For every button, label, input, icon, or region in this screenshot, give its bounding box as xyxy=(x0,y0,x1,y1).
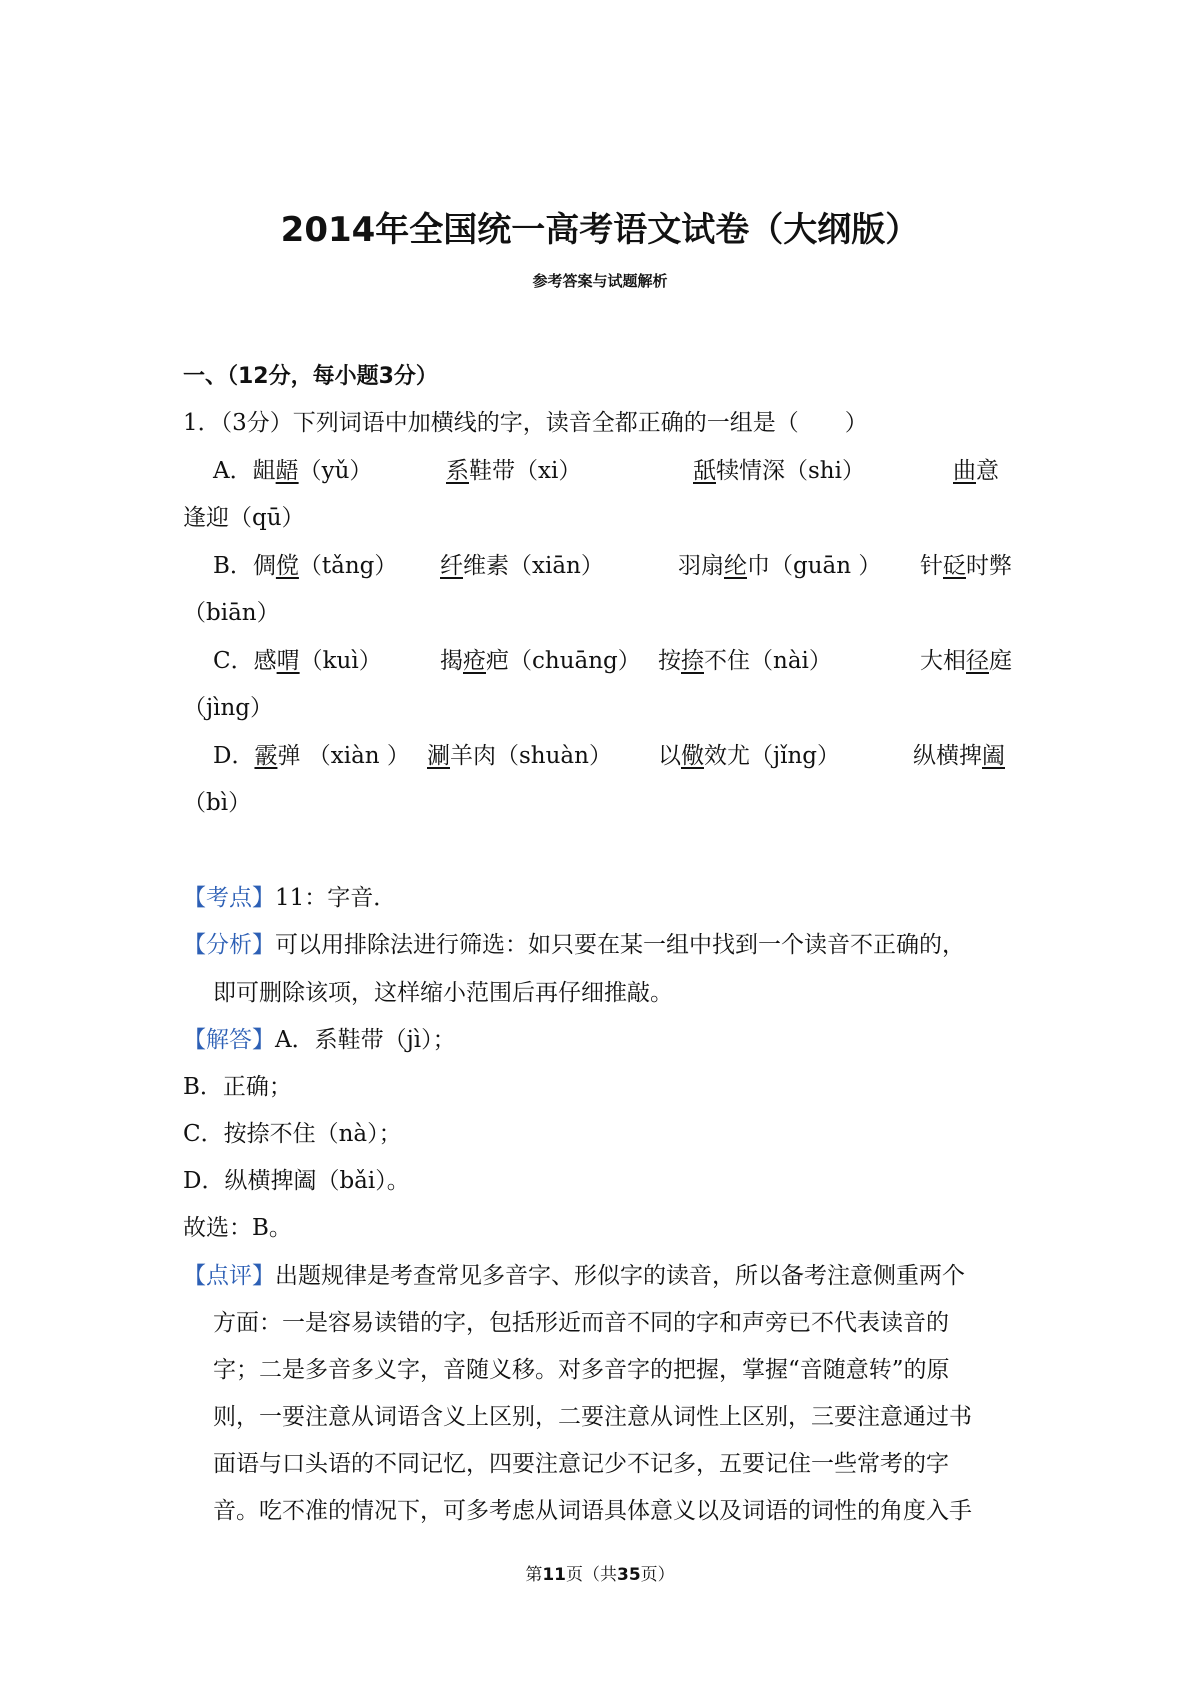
answer-line: B．正确； xyxy=(183,1074,292,1100)
jieda-line: 【解答】A．系鞋带（jì）； xyxy=(183,1027,456,1053)
fenxi-line-1: 【分析】可以用排除法进行筛选：如只要在某一组中找到一个读音不正确的， xyxy=(183,932,965,958)
option-c-label: C． xyxy=(213,648,254,674)
option-d-item-1: D．霰弹 （xiàn ） xyxy=(213,743,410,769)
total-pages: 35 xyxy=(617,1565,641,1585)
fenxi-tag: 【分析】 xyxy=(183,932,275,958)
option-a-item-3: 舐犊情深（shi） xyxy=(693,458,865,484)
option-b-continuation: （biān） xyxy=(183,600,280,626)
option-c-item-2: 揭疮疤（chuāng） xyxy=(440,648,641,674)
answer-line: D．纵横捭阖（bǎi）。 xyxy=(183,1168,410,1194)
jieda-tag: 【解答】 xyxy=(183,1027,275,1053)
option-b-item-1: B．倜傥（tǎng） xyxy=(213,553,398,579)
option-d-item-4: 纵横捭阖 xyxy=(913,743,1005,769)
option-b-item-2: 纤维素（xiān） xyxy=(440,553,604,579)
option-c-item-3: 按捺不住（nài） xyxy=(658,648,832,674)
option-b-item-3: 羽扇纶巾（guān ） xyxy=(678,553,882,579)
page-number: 11 xyxy=(542,1565,566,1585)
option-a-item-4: 曲意 xyxy=(953,458,999,484)
option-b-label: B． xyxy=(213,553,253,579)
option-d-continuation: （bì） xyxy=(183,790,252,816)
option-c-continuation: （jìng） xyxy=(183,695,274,721)
dianping-line: 面语与口头语的不同记忆，四要注意记少不记多，五要记住一些常考的字 xyxy=(213,1451,949,1477)
dianping-tag: 【点评】 xyxy=(183,1263,275,1289)
dianping-line: 方面：一是容易读错的字，包括形近而音不同的字和声旁已不代表读音的 xyxy=(213,1310,949,1336)
question-stem: 1．（3分）下列词语中加横线的字，读音全都正确的一组是（ ） xyxy=(183,410,868,436)
option-d-item-3: 以儆效尤（jǐng） xyxy=(658,743,841,769)
page-footer: 第11页（共35页） xyxy=(525,1565,675,1585)
dianping-line: 字；二是多音多义字，音随义移。对多音字的把握，掌握“音随意转”的原 xyxy=(213,1357,950,1383)
option-a-item-2: 系鞋带（xi） xyxy=(446,458,582,484)
option-b-item-4: 针砭时弊 xyxy=(920,553,1012,579)
answer-line: C．按捺不住（nà）； xyxy=(183,1121,402,1147)
option-a-continuation: 逢迎（qū） xyxy=(183,505,305,531)
option-a-item-1: A．龃龉（yǔ） xyxy=(213,458,373,484)
option-c-item-1: C．感喟（kuì） xyxy=(213,648,382,674)
option-d-item-2: 涮羊肉（shuàn） xyxy=(427,743,612,769)
dianping-line-1: 【点评】出题规律是考查常见多音字、形似字的读音，所以备考注意侧重两个 xyxy=(183,1263,965,1289)
fenxi-line-2: 即可删除该项，这样缩小范围后再仔细推敲。 xyxy=(213,980,673,1006)
option-d-label: D． xyxy=(213,743,255,769)
dianping-line: 则，一要注意从词语含义上区别，二要注意从词性上区别，三要注意通过书 xyxy=(213,1404,972,1430)
dianping-line: 音。吃不准的情况下，可多考虑从词语具体意义以及词语的词性的角度入手 xyxy=(213,1498,972,1524)
option-a-label: A． xyxy=(213,458,253,484)
page-subtitle: 参考答案与试题解析 xyxy=(532,272,668,290)
option-c-item-4: 大相径庭 xyxy=(920,648,1012,674)
answer-choice: 故选：B。 xyxy=(183,1215,292,1241)
page-title: 2014年全国统一高考语文试卷（大纲版） xyxy=(280,210,920,250)
kaodian-line: 【考点】11：字音． xyxy=(183,885,397,911)
section-heading: 一、（12分，每小题3分） xyxy=(183,364,438,389)
kaodian-tag: 【考点】 xyxy=(183,885,275,911)
